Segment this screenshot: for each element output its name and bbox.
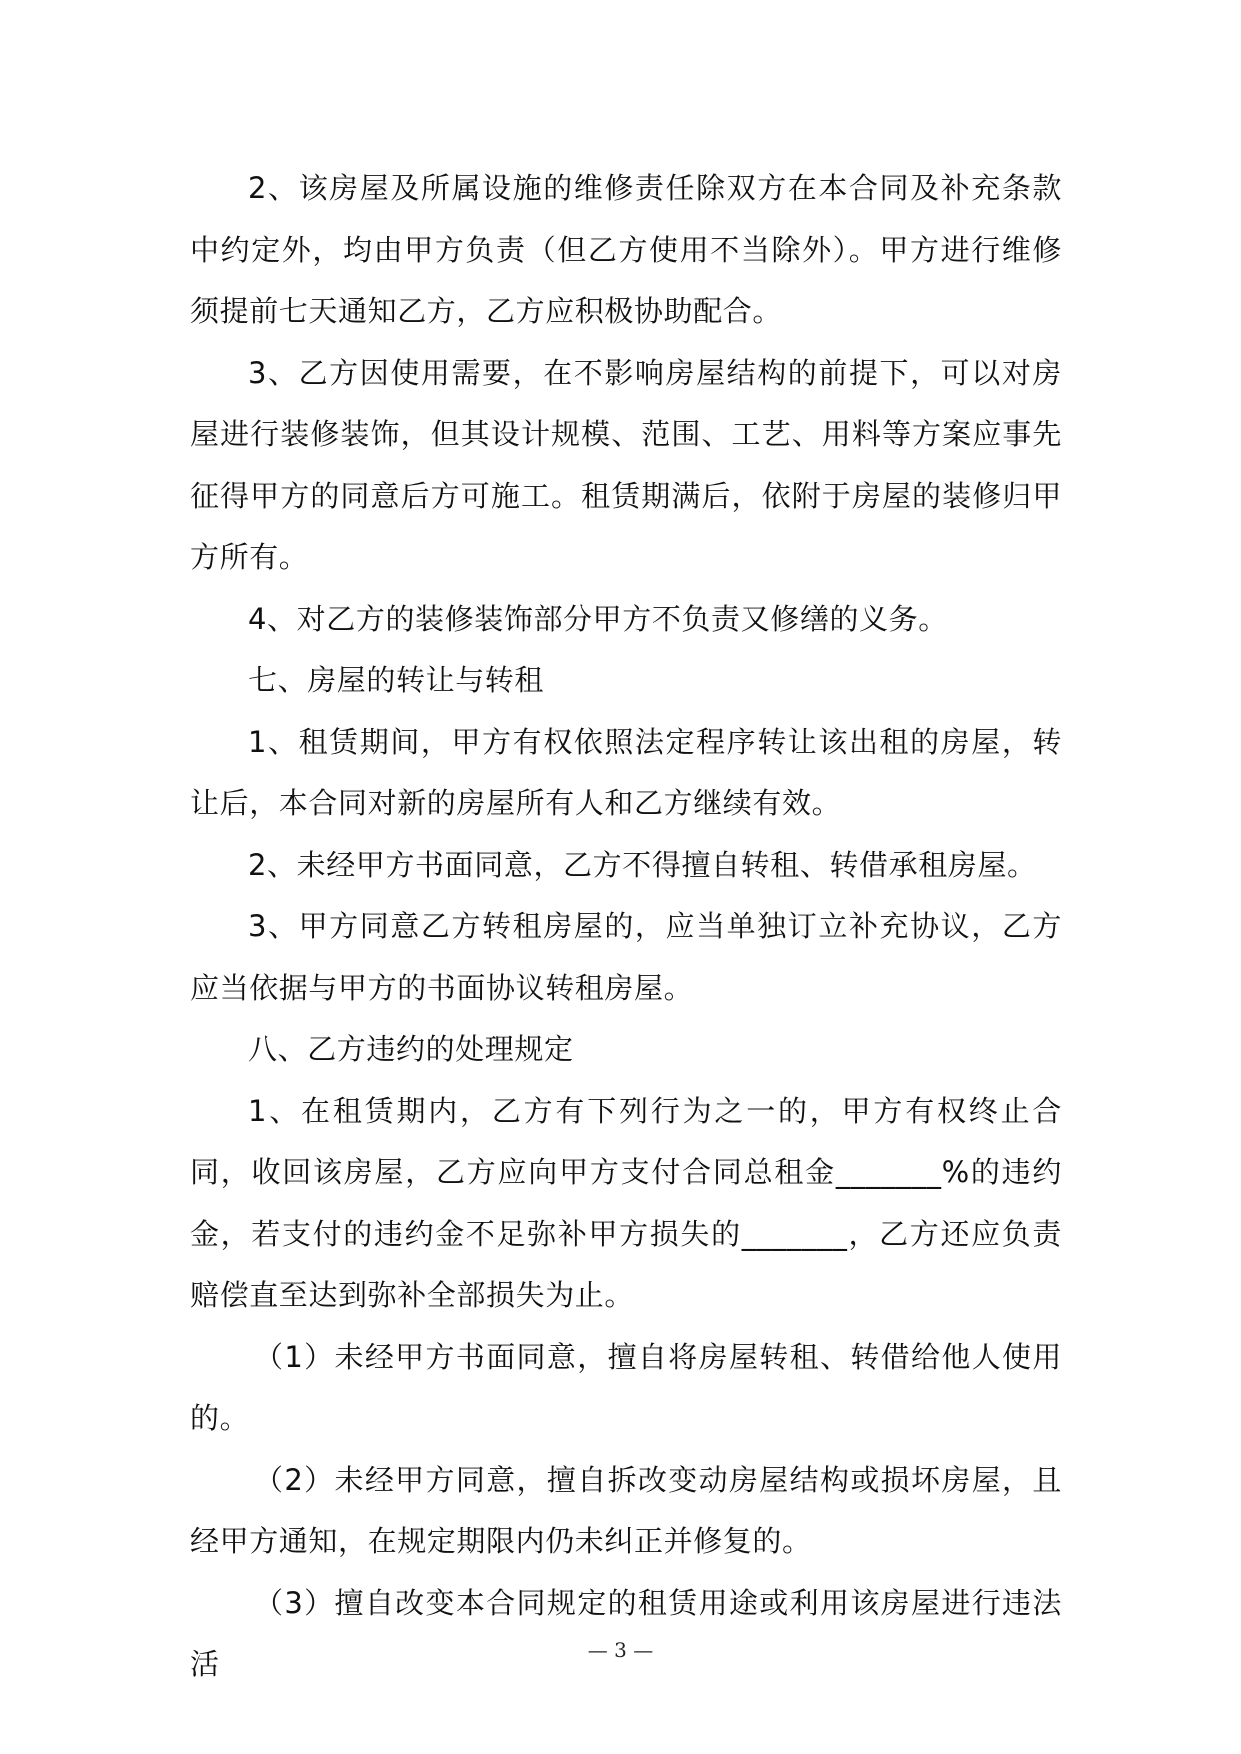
paragraph-breach-item-1: （1）未经甲方书面同意，擅自将房屋转租、转借给他人使用的。: [190, 1339, 1062, 1435]
section-heading-transfer-sublease: 七、房屋的转让与转租: [248, 663, 545, 697]
paragraph-transfer: 1、租赁期间，甲方有权依照法定程序转让该出租的房屋，转让后，本合同对新的房屋所有人和乙方继续有效。: [190, 724, 1062, 820]
paragraph-decoration-repair: 4、对乙方的装修装饰部分甲方不负责又修缮的义务。: [248, 601, 948, 636]
paragraph-breach-item-2: （2）未经甲方同意，擅自拆改变动房屋结构或损坏房屋，且经甲方通知，在规定期限内仍未纠正并修复的。: [190, 1462, 1062, 1558]
paragraph-sublease-agreement: 3、甲方同意乙方转租房屋的，应当单独订立补充协议，乙方应当依据与甲方的书面协议转租房屋。: [190, 909, 1062, 1005]
document-body: [190, 158, 1062, 1696]
paragraph-maintenance-responsibility: 2、该房屋及所属设施的维修责任除双方在本合同及补充条款中约定外，均由甲方负责（但乙方使用不当除外）。甲方进行维修须提前七天通知乙方，乙方应积极协助配合。: [190, 171, 1062, 328]
paragraph-termination-penalty: 1、在租赁期内，乙方有下列行为之一的，甲方有权终止合同，收回该房屋，乙方应向甲方支付合同总租金_______%的违约金，若支付的违约金不足弥补甲方损失的_______，乙方还应负责赔偿直至达到弥补全部损失为止。: [190, 1093, 1062, 1312]
paragraph-decoration-approval: 3、乙方因使用需要，在不影响房屋结构的前提下，可以对房屋进行装修装饰，但其设计规模、范围、工艺、用料等方案应事先征得甲方的同意后方可施工。租赁期满后，依附于房屋的装修归甲方所有。: [190, 355, 1062, 574]
section-heading-breach-handling: 八、乙方违约的处理规定: [248, 1032, 574, 1066]
paragraph-no-sublease: 2、未经甲方书面同意，乙方不得擅自转租、转借承租房屋。: [248, 847, 1037, 882]
paragraph-breach-item-3: （3）擅自改变本合同规定的租赁用途或利用该房屋进行违法活: [190, 1585, 1062, 1681]
page-number: — 3 —: [587, 1638, 654, 1662]
